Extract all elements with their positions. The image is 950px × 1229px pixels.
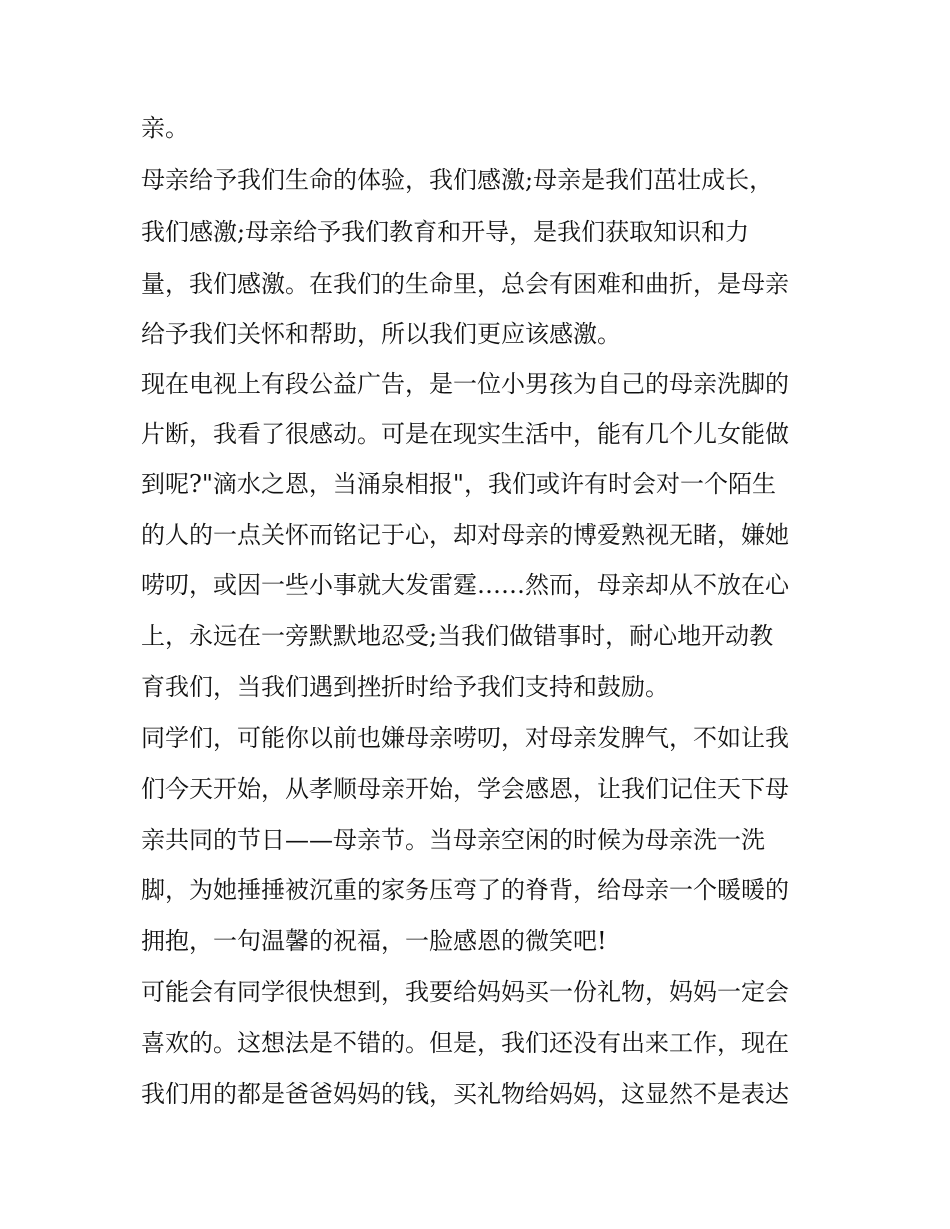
text-line: 亲。 <box>141 114 189 142</box>
text-line: 同学们，可能你以前也嫌母亲唠叨，对母亲发脾气，不如让我 <box>141 724 789 752</box>
text-line: 母亲给予我们生命的体验，我们感激;母亲是我们茁壮成长， <box>141 166 774 194</box>
text-line: 现在电视上有段公益广告，是一位小男孩为自己的母亲洗脚的 <box>141 370 789 398</box>
text-line: 脚，为她捶捶被沉重的家务压弯了的脊背，给母亲一个暖暖的 <box>141 876 789 904</box>
text-line: 喜欢的。这想法是不错的。但是，我们还没有出来工作，现在 <box>141 1029 789 1057</box>
text-line: 的人的一点关怀而铭记于心，却对母亲的博爱熟视无睹，嫌她 <box>141 521 789 549</box>
text-line: 给予我们关怀和帮助，所以我们更应该感激。 <box>141 320 621 348</box>
text-line: 上，永远在一旁默默地忍受;当我们做错事时，耐心地开动教 <box>141 622 774 650</box>
text-line: 育我们，当我们遇到挫折时给予我们支持和鼓励。 <box>141 673 669 701</box>
text-line: 亲共同的节日——母亲节。当母亲空闲的时候为母亲洗一洗 <box>141 826 765 854</box>
text-line: 我们感激;母亲给予我们教育和开导，是我们获取知识和力 <box>141 218 750 246</box>
text-line: 拥抱，一句温馨的祝福，一脸感恩的微笑吧! <box>141 927 607 955</box>
text-line: 我们用的都是爸爸妈妈的钱，买礼物给妈妈，这显然不是表达 <box>141 1080 789 1108</box>
text-line: 可能会有同学很快想到，我要给妈妈买一份礼物，妈妈一定会 <box>141 978 789 1006</box>
text-line: 量，我们感激。在我们的生命里，总会有困难和曲折，是母亲 <box>141 270 789 298</box>
text-line: 到呢?"滴水之恩，当涌泉相报"，我们或许有时会对一个陌生 <box>141 470 776 498</box>
text-line: 片断，我看了很感动。可是在现实生活中，能有几个儿女能做 <box>141 420 789 448</box>
text-line: 唠叨，或因一些小事就大发雷霆……然而，母亲却从不放在心 <box>141 571 789 599</box>
text-line: 们今天开始，从孝顺母亲开始，学会感恩，让我们记住天下母 <box>141 775 789 803</box>
